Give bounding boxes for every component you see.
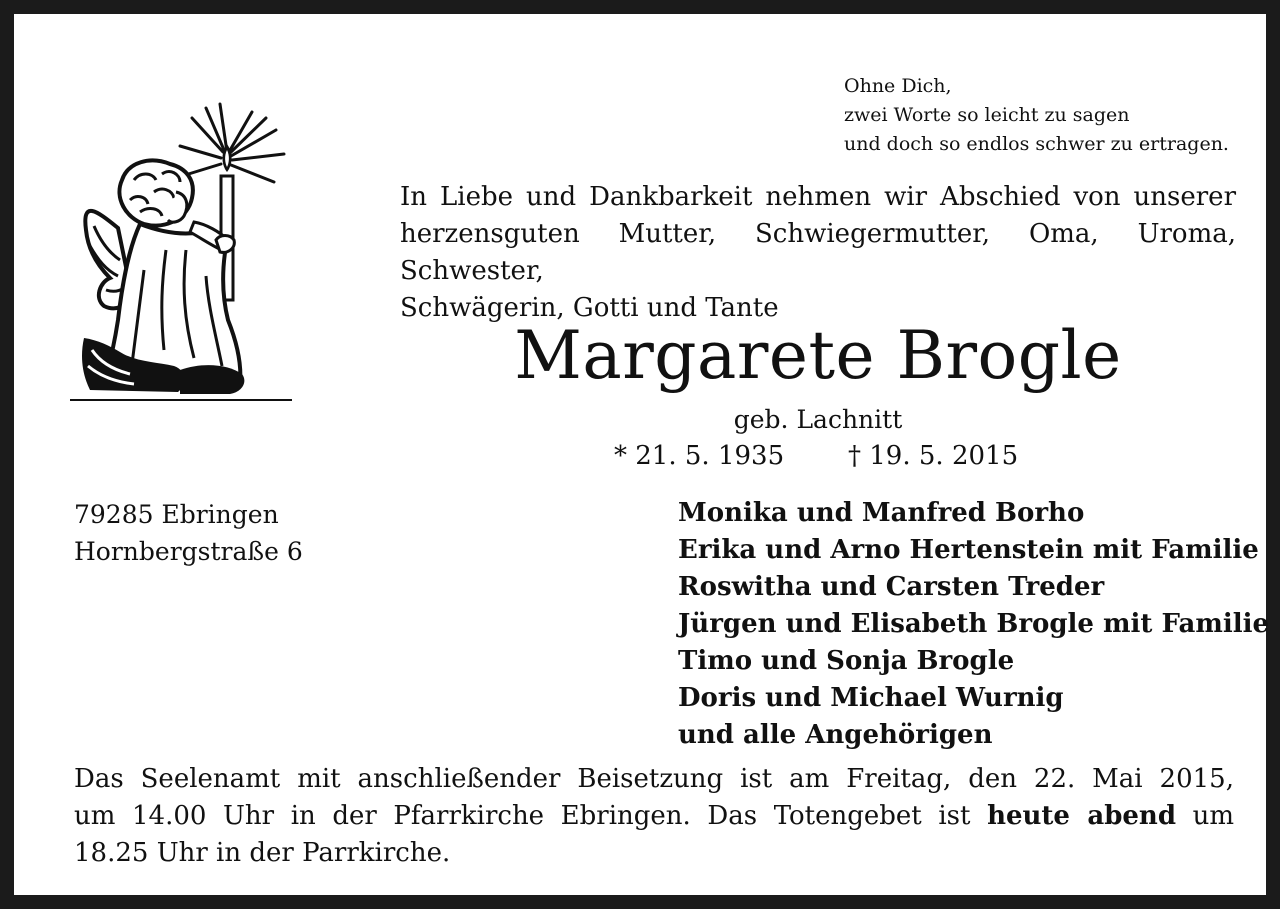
poem	[844, 72, 1229, 159]
service-line: 18.25 Uhr in der Parrkirche.	[74, 838, 451, 868]
service-text: um 14.00 Uhr in der Pfarrkirche Ebringen. Das Totengebet ist	[74, 801, 971, 831]
service-highlight: heute abend	[987, 801, 1176, 831]
intro-text	[400, 179, 1236, 327]
mourner-entry: Jürgen und Elisabeth Brogle mit Familie	[678, 609, 1270, 639]
deceased-name: Margarete Brogle	[514, 317, 1122, 394]
poem-line: und doch so endlos schwer zu ertragen.	[844, 133, 1229, 155]
mourner-entry: Roswitha und Carsten Treder	[678, 572, 1105, 602]
mourner-entry: Monika und Manfred Borho	[678, 498, 1085, 528]
death-date: † 19. 5. 2015	[848, 441, 1019, 471]
kneeling-angel-with-candle-icon	[70, 100, 292, 410]
intro-line: herzensguten Mutter, Schwiegermutter, Oma, Uroma, Schwester,	[400, 219, 1236, 286]
birth-date: * 21. 5. 1935	[614, 441, 785, 471]
intro-line: Schwägerin, Gotti und Tante	[400, 293, 779, 323]
mourner-entry: Doris und Michael Wurnig	[678, 683, 1064, 713]
service-line: Das Seelenamt mit anschließender Beisetzung ist am Freitag, den 22. Mai 2015,	[74, 764, 1234, 794]
intro-line: In Liebe und Dankbarkeit nehmen wir Abschied von unserer	[400, 182, 1236, 212]
maiden-name: geb. Lachnitt	[733, 405, 903, 434]
poem-line: zwei Worte so leicht zu sagen	[844, 104, 1130, 126]
obituary-notice	[14, 14, 1270, 895]
mourners-list	[678, 495, 1269, 754]
service-line	[74, 798, 1234, 835]
mourner-entry: Erika und Arno Hertenstein mit Familie	[678, 535, 1259, 565]
service-text: um	[1192, 801, 1234, 831]
mourner-entry: und alle Angehörigen	[678, 720, 993, 750]
service-info	[74, 761, 1234, 872]
address	[74, 496, 303, 570]
mourner-entry: Timo und Sonja Brogle	[678, 646, 1015, 676]
address-street: Hornbergstraße 6	[74, 537, 303, 566]
poem-line: Ohne Dich,	[844, 75, 952, 97]
address-city: 79285 Ebringen	[74, 500, 279, 529]
